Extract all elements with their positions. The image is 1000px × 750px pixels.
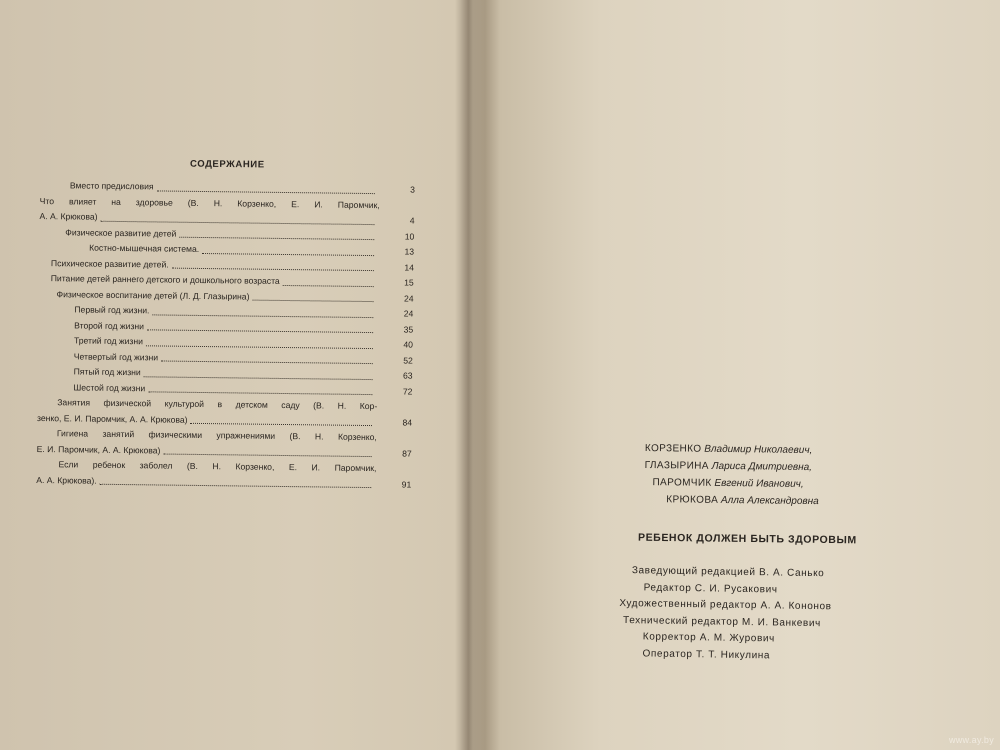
toc-entry-title: Если ребенок заболел (В. Н. Корзенко, Е. И. Паромчик,: [58, 459, 377, 474]
credits-list: [618, 563, 890, 666]
toc-dot-leader: [202, 252, 374, 255]
toc-page-number: 15: [404, 277, 414, 288]
toc-dot-leader: [157, 190, 375, 194]
credit-line: Художественный редактор А. А. Кононов: [619, 597, 832, 613]
toc-page-number: 84: [402, 416, 413, 428]
toc-entry-title: Четвертый год жизни: [73, 350, 159, 362]
toc-page-number: 72: [402, 385, 413, 397]
toc-dot-leader: [148, 391, 372, 395]
toc-heading: СОДЕРЖАНИЕ: [189, 158, 265, 171]
toc-page-number: 91: [401, 478, 412, 490]
toc-page-number: 35: [403, 323, 414, 335]
toc-entry-title: Занятия физической культурой в детском саду (В. Н. Кор-: [57, 397, 378, 412]
toc-dot-leader: [99, 484, 371, 488]
toc-entry-title: Костно-мышечная система.: [89, 242, 200, 254]
toc-page-number: 3: [410, 184, 415, 195]
author-surname: ГЛАЗЫРИНА: [644, 459, 709, 472]
watermark: www.ay.by: [948, 735, 994, 745]
toc-page-number: 13: [404, 246, 415, 257]
toc-dot-leader: [161, 360, 373, 364]
toc-entry-title: Что влияет на здоровье (В. Н. Корзенко, Е. И. Паромчик,: [39, 195, 380, 210]
toc-entry-title: Пятый год жизни: [73, 366, 141, 378]
left-page: [0, 0, 465, 750]
toc-page-number: 40: [403, 339, 414, 350]
author-line: [644, 491, 884, 511]
credit-line: Корректор А. М. Журович: [642, 631, 776, 645]
toc-page-number: 63: [402, 370, 413, 381]
toc-page-number: 52: [403, 354, 413, 366]
toc-dot-leader: [164, 454, 372, 458]
toc-dot-leader: [179, 237, 374, 240]
toc-entry-title: Питание детей раннего детского и дошкольного возраста: [50, 273, 280, 286]
author-surname: КРЮКОВА: [666, 494, 719, 506]
table-of-contents: [36, 178, 415, 493]
toc-entry-title: Физическое развитие детей: [65, 226, 177, 239]
author-given-names: Алла Александровна: [718, 494, 819, 508]
toc-dot-leader: [100, 220, 374, 224]
toc-page-number: 14: [404, 261, 415, 273]
toc-page-number: 87: [402, 447, 412, 459]
toc-entry-title: Первый год жизни.: [74, 304, 150, 316]
toc-entry-title: А. А. Крюкова): [39, 210, 98, 222]
authors-list: [644, 440, 885, 511]
toc-entry-title: Е. И. Паромчик, А. А. Крюкова): [36, 443, 161, 455]
toc-entry-title: Гигиена занятий физическими упражнениями (В. Н. Корзенко,: [56, 428, 377, 443]
toc-entry: [36, 472, 411, 492]
credit-line: Заведующий редакцией В. А. Санько: [631, 565, 825, 580]
author-given-names: Лариса Дмитриевна,: [708, 460, 813, 474]
toc-entry-title: А. А. Крюкова).: [36, 474, 97, 486]
right-page: [470, 0, 1000, 750]
author-surname: КОРЗЕНКО: [644, 442, 702, 455]
author-given-names: Владимир Николаевич,: [701, 443, 813, 457]
toc-entry-title: Третий год жизни: [73, 335, 144, 347]
credit-line: Оператор Т. Т. Никулина: [642, 647, 771, 661]
toc-page-number: 4: [409, 215, 415, 226]
toc-dot-leader: [253, 300, 374, 302]
credit-line: Редактор С. И. Русакович: [643, 581, 778, 595]
toc-page-number: 24: [403, 308, 414, 319]
toc-dot-leader: [172, 268, 374, 271]
toc-entry-title: зенко, Е. И. Паромчик, А. А. Крюкова): [37, 412, 188, 425]
toc-dot-leader: [146, 345, 373, 349]
toc-entry-title: Физическое воспитание детей (Л. Д. Глазырина): [56, 288, 250, 302]
toc-dot-leader: [147, 329, 373, 333]
toc-entry-title: Второй год жизни: [74, 319, 145, 331]
book-title: РЕБЕНОК ДОЛЖЕН БЫТЬ ЗДОРОВЫМ: [637, 531, 857, 547]
toc-entry-title: Психическое развитие детей.: [50, 257, 169, 270]
toc-dot-leader: [152, 314, 373, 318]
toc-entry-title: Вместо предисловия: [69, 180, 154, 192]
author-surname: ПАРОМЧИК: [652, 477, 712, 489]
toc-page-number: 10: [404, 230, 415, 242]
toc-dot-leader: [144, 376, 373, 380]
toc-dot-leader: [283, 284, 374, 286]
credit-line: Технический редактор М. И. Ванкевич: [623, 614, 821, 629]
toc-dot-leader: [190, 423, 372, 426]
author-given-names: Евгений Иванович,: [711, 477, 804, 490]
toc-entry-title: Шестой год жизни: [73, 381, 146, 393]
toc-page-number: 24: [403, 292, 414, 304]
